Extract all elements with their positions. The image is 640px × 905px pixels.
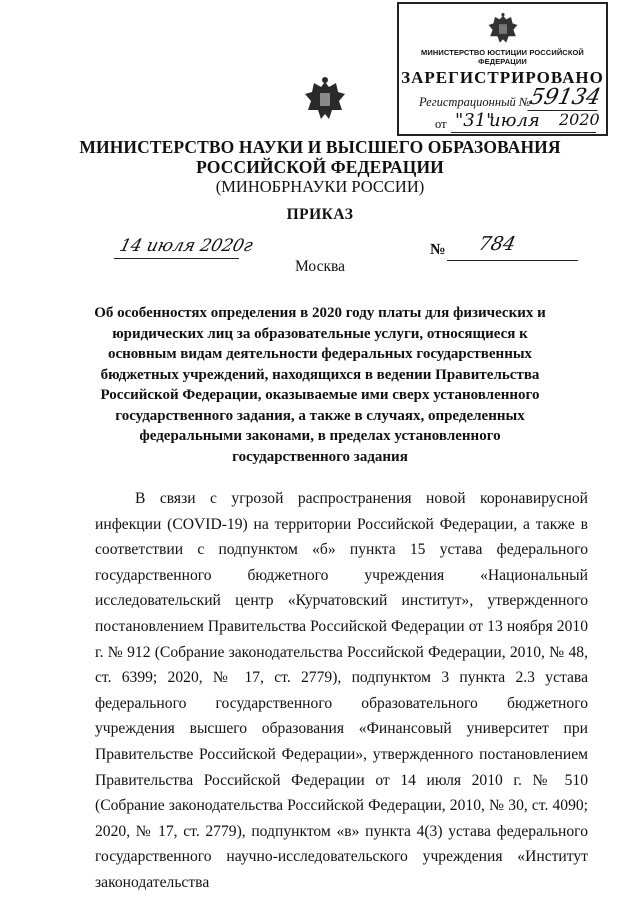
stamp-date-day: "31" xyxy=(455,110,495,131)
stamp-reg-number: 59134 xyxy=(527,85,603,110)
stamp-registered-label: ЗАРЕГИСТРИРОВАНО xyxy=(401,68,604,87)
ministry-title-line1: МИНИСТЕРСТВО НАУКИ И ВЫСШЕГО ОБРАЗОВАНИЯ xyxy=(79,137,561,157)
order-subject: Об особенностях определения в 2020 году платы для физических и юридических лиц за образовательные услуги, относящиеся к основным видам деятельности федеральных государственных бюджетных учреждений, находящихся в ведении Правительства Российской Федерации, оказываемые ими сверх установленного государственного задания, а также в случаях, определенных федеральными законами, в пределах установленного государственного задания xyxy=(94,305,546,465)
order-number: 784 xyxy=(476,233,518,255)
stamp-ministry-name: МИНИСТЕРСТВО ЮСТИЦИИ РОССИЙСКОЙ ФЕДЕРАЦИИ xyxy=(421,48,584,66)
stamp-date-prefix: от xyxy=(435,117,447,131)
stamp-date-year: 2020 xyxy=(559,110,600,129)
coat-of-arms-icon xyxy=(487,12,519,46)
stamp-date-underline xyxy=(451,132,596,133)
order-date: 14 июля 2020г xyxy=(117,236,255,256)
stamp-date-month: июля xyxy=(489,110,540,131)
registration-stamp xyxy=(397,2,608,136)
ministry-title xyxy=(0,137,640,177)
ministry-title-line2: РОССИЙСКОЙ ФЕДЕРАЦИИ xyxy=(196,157,444,177)
ministry-short-name: (МИНОБРНАУКИ РОССИИ) xyxy=(215,177,425,196)
body-paragraph: В связи с угрозой распространения новой коронавирусной инфекции (COVID-19) на территории Российской Федерации, а также в соответствии с подпунктом «б» пункта 15 устава федерального государственного бюджетного учреждения «Национальный исследовательский центр «Курчатовский институт», утвержденного постановлением Правительства Российской Федерации от 13 ноября 2010 г. № 912 (Собрание законодательства Российской Федерации, 2010, № 48, ст. 6399; 2020, № 17, ст. 2779), подпунктом 3 пункта 2.3 устава федерального государственного образовательного бюджетного учреждения высшего образования «Финансовый университет при Правительстве Российской Федерации», утвержденного постановлением Правительства Российской Федерации от 14 июля 2010 г. № 510 (Собрание законодательства Российской Федерации, 2010, № 30, ст. 4090; 2020, № 17, ст. 2779), подпунктом «в» пункта 4(3) устава федерального государственного научно-исследовательского учреждения «Институт законодательства xyxy=(95,490,588,891)
stamp-reg-number-label: Регистрационный № xyxy=(419,95,531,109)
body-text xyxy=(95,486,588,896)
order-number-label: № xyxy=(430,241,446,258)
city: Москва xyxy=(295,258,345,275)
coat-of-arms-icon xyxy=(304,76,346,122)
order-title: ПРИКАЗ xyxy=(286,206,354,223)
